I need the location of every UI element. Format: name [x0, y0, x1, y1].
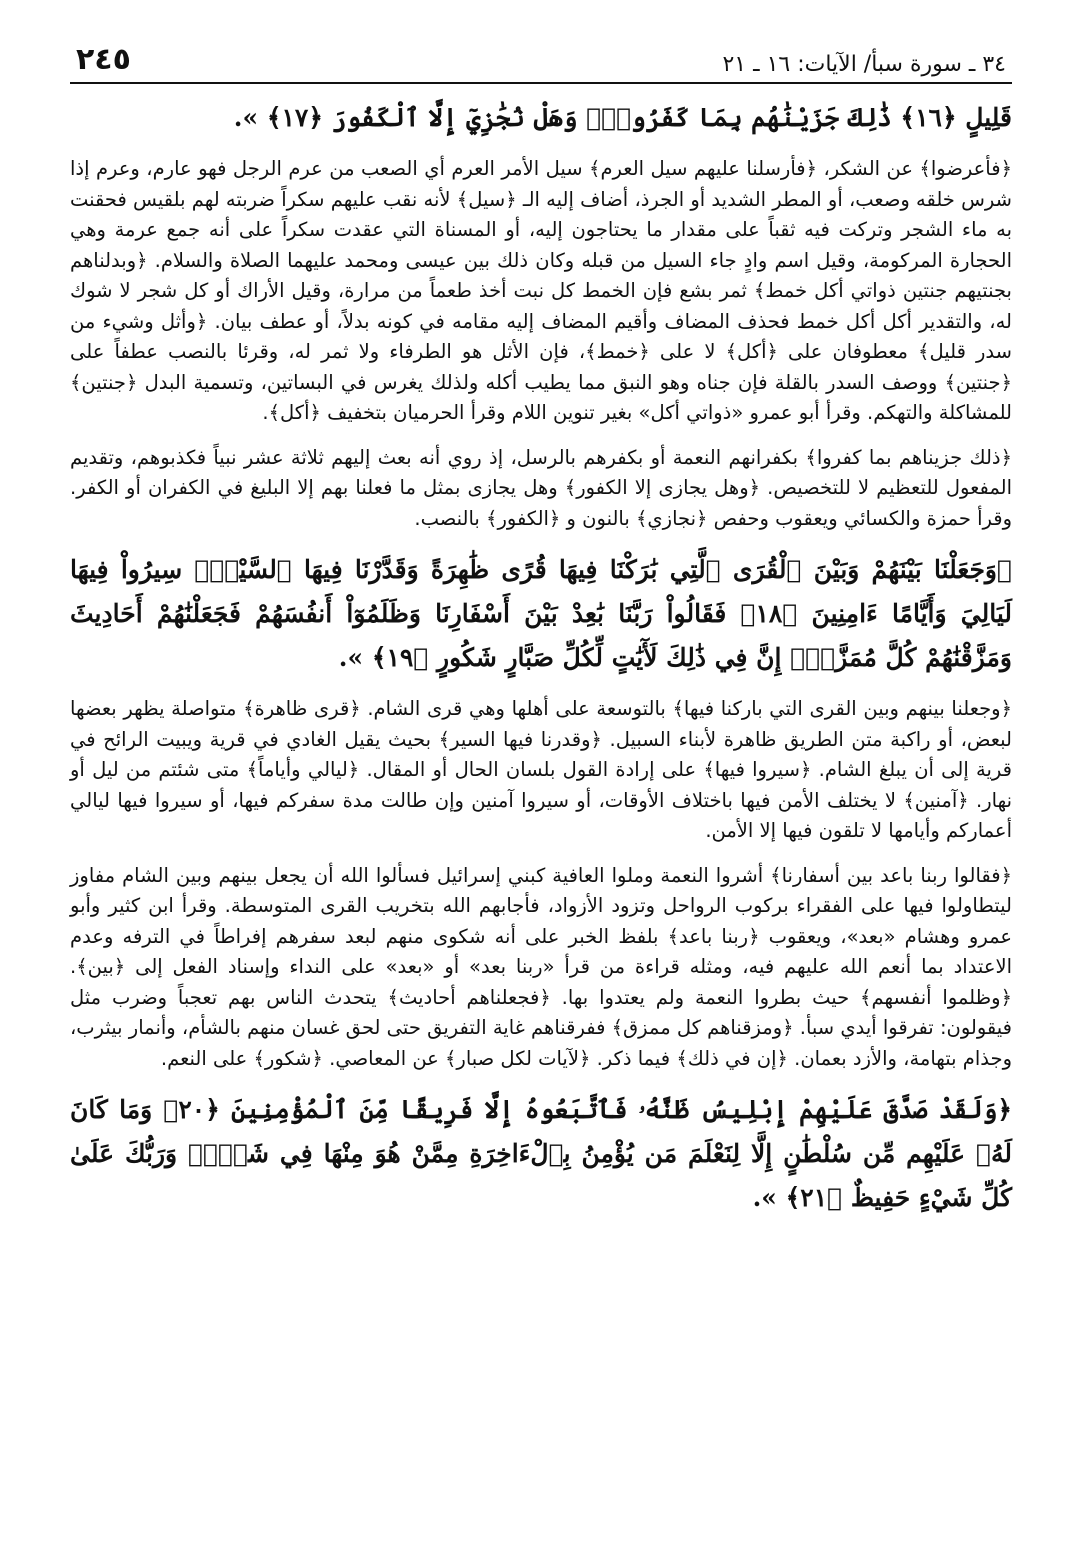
commentary-block-4: ﴿فقالوا ربنا باعد بين أسفارنا﴾ أشروا النعمة وملوا العافية كبني إسرائيل فسألوا الله أن يجعل بينهم وبين الشام مفاوز ليتطاولوا فيها على الفقراء بركوب الرواحل وتزود الأزواد، فأجابهم الله بتخريب القرى المتوسطة. وقرأ ابن كثير وأبو عمرو وهشام «بعد»، ويعقوب ﴿ربنا باعد﴾ بلفظ الخبر على أنه شكوى منهم لبعد سفرهم إفراطاً في الترفه وعدم الاعتداد بما أنعم الله عليهم فيه، ومثله قراءة من قرأ «ربنا بعد» أو «بعد» على النداء وإسناد الفعل إلى ﴿بين﴾. ﴿وظلموا أنفسهم﴾ حيث بطروا النعمة ولم يعتدوا بها. ﴿فجعلناهم أحاديث﴾ يتحدث الناس بهم تعجباً وضرب مثل فيقولون: تفرقوا أيدي سبأ. ﴿ومزقناهم كل ممزق﴾ ففرقناهم غاية التفريق حتى لحق غسان منهم بالشأم، وأنمار بيثرب، وجذام بتهامة، والأزد بعمان. ﴿إن في ذلك﴾ فيما ذكر. ﴿لآيات لكل صبار﴾ عن المعاصي. ﴿شكور﴾ على النعم.	[70, 863, 1012, 1070]
running-head: ٣٤ ـ سورة سبأ/ الآيات: ١٦ ـ ٢١	[722, 52, 1006, 77]
page-number: ٢٤٥	[76, 42, 131, 77]
commentary-block-1: ﴿فأعرضوا﴾ عن الشكر، ﴿فأرسلنا عليهم سيل العرم﴾ سيل الأمر العرم أي الصعب من عرم الرجل فهو عارم، وعرم إذا شرس خلقه وصعب، أو المطر الشديد أو الجرذ، أضاف إليه الـ ﴿سيل﴾ لأنه نقب عليهم سكراً ضربته لهم بلقيس فحقنت به ماء الشجر وتركت فيه ثقباً على مقدار ما يحتاجون إليه، أو المسناة التي عقدت سكراً على أنه جمع عرمة وهي الحجارة المركومة، وقيل اسم وادٍ جاء السيل من قبله وكان ذلك بين عيسى ومحمد عليهما الصلاة والسلام. ﴿وبدلناهم بجنتيهم جنتين ذواتي أكل خمط﴾ ثمر بشع فإن الخمط كل نبت أخذ طعماً من مرارة، وقيل الأراك أو كل شجر لا شوك له، والتقدير أكل أكل خمط فحذف المضاف وأقيم المضاف إليه مقامه في كونه بدلاً، أو عطف بيان. ﴿وأثل وشيء من سدر قليل﴾ معطوفان على ﴿أكل﴾ لا على ﴿خمط﴾، فإن الأثل هو الطرفاء ولا ثمر له، وقرئا بالنصب عطفاً على ﴿جنتين﴾ ووصف السدر بالقلة فإن جناه وهو النبق مما يطيب أكله ولذلك يغرس في البساتين، وتسمية البدل ﴿جنتين﴾ للمشاكلة والتهكم. وقرأ أبو عمرو «ذواتي أكل» بغير تنوين اللام وقرأ الحرميان بتخفيف ﴿أكل﴾.	[70, 157, 1012, 424]
commentary-block-3: ﴿وجعلنا بينهم وبين القرى التي باركنا فيها﴾ بالتوسعة على أهلها وهي قرى الشام. ﴿قرى ظاهرة﴾ متواصلة يظهر بعضها لبعض، أو راكبة متن الطريق ظاهرة لأبناء السبيل. ﴿وقدرنا فيها السير﴾ بحيث يقيل الغادي في قرية ويبيت الرائح في قرية إلى أن يبلغ الشام. ﴿سيروا فيها﴾ على إرادة القول بلسان الحال أو المقال. ﴿ليالي وأياماً﴾ متى شئتم من ليل أو نهار. ﴿آمنين﴾ لا يختلف الأمن فيها باختلاف الأوقات، أو سيروا آمنين وإن طالت مدة سفركم فيها، أو سيروا فيها ليالي أعماركم وأيامها لا تلقون فيها إلا الأمن.	[70, 697, 1012, 842]
page-header	[70, 38, 1012, 84]
page-content	[70, 96, 1012, 1234]
verse-block-2: ﴿وَجَعَلْنَا بَيْنَهُمْ وَبَيْنَ ٱلْقُرَى ٱلَّتِي بَٰرَكْنَا فِيهَا قُرًى ظَٰهِرَةً وَقَدَّرْنَا فِيهَا ٱلسَّيْرَۖ سِيرُواْ فِيهَا لَيَالِيَ وَأَيَّامًا ءَامِنِينَ ﴿١٨﴾ فَقَالُواْ رَبَّنَا بَٰعِدْ بَيْنَ أَسْفَارِنَا وَظَلَمُوٓاْ أَنفُسَهُمْ فَجَعَلْنَٰهُمْ أَحَادِيثَ وَمَزَّقْنَٰهُمْ كُلَّ مُمَزَّقٍۚ إِنَّ فِي ذَٰلِكَ لَأٓيَٰتٍ لِّكُلِّ صَبَّارٍ شَكُورٍ ﴿١٩﴾ ».	[70, 555, 1012, 672]
verse-block-1: قَلِيلٍ ﴿١٦﴾ ذَٰلِكَ جَزَيْنَٰهُم بِمَا كَفَرُواْۖ وَهَلْ نُجَٰزِيٓ إِلَّا ٱلْكَفُورَ ﴿١٧﴾ ».	[233, 103, 1012, 132]
verse-block-3: ﴿وَلَقَدْ صَدَّقَ عَلَيْهِمْ إِبْلِيسُ ظَنَّهُۥ فَٱتَّبَعُوهُ إِلَّا فَرِيقًا مِّنَ ٱلْمُؤْمِنِينَ ﴿٢٠﴾ وَمَا كَانَ لَهُۥ عَلَيْهِم مِّن سُلْطَٰنٍ إِلَّا لِنَعْلَمَ مَن يُؤْمِنُ بِٱلْءَاخِرَةِ مِمَّنْ هُوَ مِنْهَا فِي شَكٍّۗ وَرَبُّكَ عَلَىٰ كُلِّ شَيْءٍ حَفِيظٌ ﴿٢١﴾ ».	[70, 1095, 1012, 1212]
commentary-block-2: ﴿ذلك جزيناهم بما كفروا﴾ بكفرانهم النعمة أو بكفرهم بالرسل، إذ روي أنه بعث إليهم ثلاثة عشر نبياً فكذبوهم، وتقديم المفعول للتعظيم لا للتخصيص. ﴿وهل يجازى إلا الكفور﴾ وهل يجازى بمثل ما فعلنا بهم إلا البليغ في الكفران أو الكفر. وقرأ حمزة والكسائي ويعقوب وحفص ﴿نجازي﴾ بالنون و ﴿الكفور﴾ بالنصب.	[70, 445, 1012, 530]
